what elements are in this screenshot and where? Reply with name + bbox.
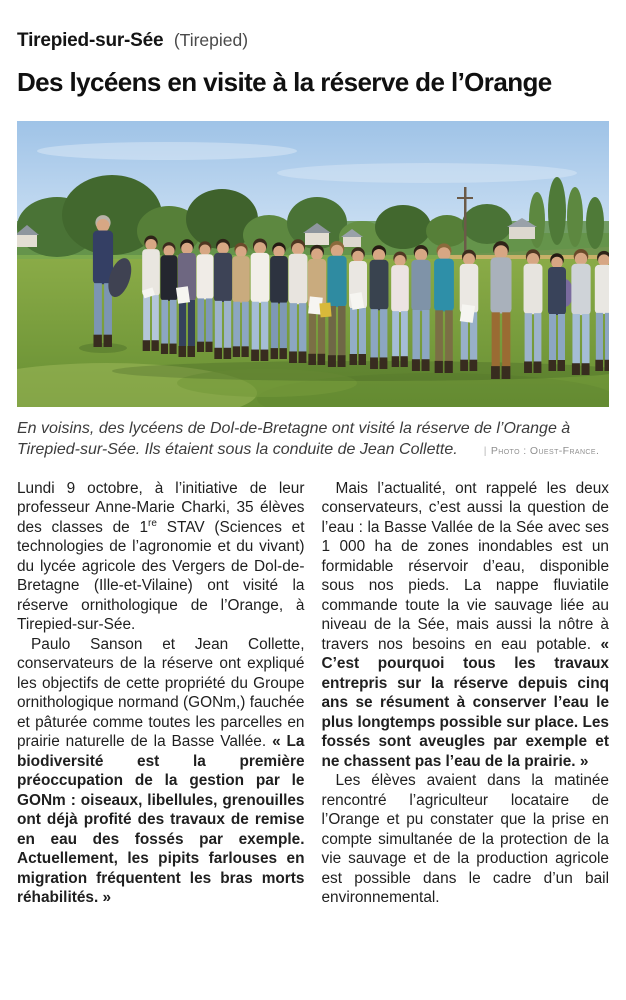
paragraph-lead xyxy=(17,479,305,635)
quote-bold: « C’est pourquoi tous les travaux entrepris sur la réserve depuis cinq ans se résument à conserver l’eau le plus longtemps possible sur place. Les fossés sont aveugles par exemple et ne chassent pas l’eau de la prairie. » xyxy=(321,635,609,770)
article-photo xyxy=(17,121,609,462)
article-kicker xyxy=(17,30,609,52)
kicker-commune: (Tirepied) xyxy=(173,30,249,50)
paragraph-text: Mais l’actualité, ont rappelé les deux conservateurs, c’est aussi la question de l’eau : la Basse Vallée de la Sée avec ses 1 000 ha de zones inondables est un formidable réservoir d’eau, disponible sous nos pieds. La nappe fluviatile commande toute la vie sauvage liée au niveau de la Sée, mais aussi la nôtre à travers nos besoins en eau potable. xyxy=(321,479,609,653)
photo-credit xyxy=(484,445,600,457)
photo-credit-value: Ouest-France. xyxy=(529,444,600,457)
paragraph-text: Paulo Sanson et Jean Collette, conservateurs de la réserve ont expliqué les objectifs de cette propriété du Groupe ornithologique normand (GONm,) fauchée et pâturée comme toutes les parcelles en prairie naturelle de la Basse Vallée. xyxy=(17,635,305,751)
column-right xyxy=(322,479,610,908)
photo-caption xyxy=(17,418,609,462)
article-headline: Des lycéens en visite à la réserve de l’Orange xyxy=(17,67,552,97)
paragraph-text: Lundi 9 octobre, à l’initiative de leur professeur Anne-Marie Charki, 35 élèves des classes de 1 xyxy=(17,479,305,536)
photo-credit-label: Photo : xyxy=(490,444,527,457)
ordinal-superscript: re xyxy=(148,517,157,529)
paragraph xyxy=(322,479,610,772)
column-left xyxy=(17,479,305,908)
quote-bold: « La biodiversité est la première préoccupation de la gestion par le GONm : oiseaux, libellules, grenouilles ont déjà profité des travaux de remise en eau des fossés par exemple. Actuellement, les pipits farlouses en migration fréquentent les bras morts réhabilités. » xyxy=(17,733,305,907)
paragraph: Les élèves avaient dans la matinée rencontré l’agriculteur locataire de l’Orange et pu constater que la prise en compte simultanée de la protection de la vie sauvage et de la production agricole est possible dans le cadre d’un bail environnemental. xyxy=(321,772,609,907)
kicker-town: Tirepied-sur-Sée xyxy=(17,30,164,51)
photo-credit-bar: | xyxy=(483,444,487,457)
paragraph-text: STAV (Sciences et technologies de l’agronomie et du vivant) du lycée agricole des Vergers de Dol-de-Bretagne (Ille-et-Vilaine) ont visité la réserve ornithologique de l’Orange, à Tirepied-sur-Sée. xyxy=(17,518,305,634)
photo-illustration xyxy=(17,121,609,407)
article-body xyxy=(17,479,609,908)
photo-caption-text: En voisins, des lycéens de Dol-de-Bretagne ont visité la réserve de l’Orange à Tirepied-sur-Sée. Ils étaient sous la conduite de Jean Collette. xyxy=(17,419,571,458)
paragraph xyxy=(17,635,305,908)
